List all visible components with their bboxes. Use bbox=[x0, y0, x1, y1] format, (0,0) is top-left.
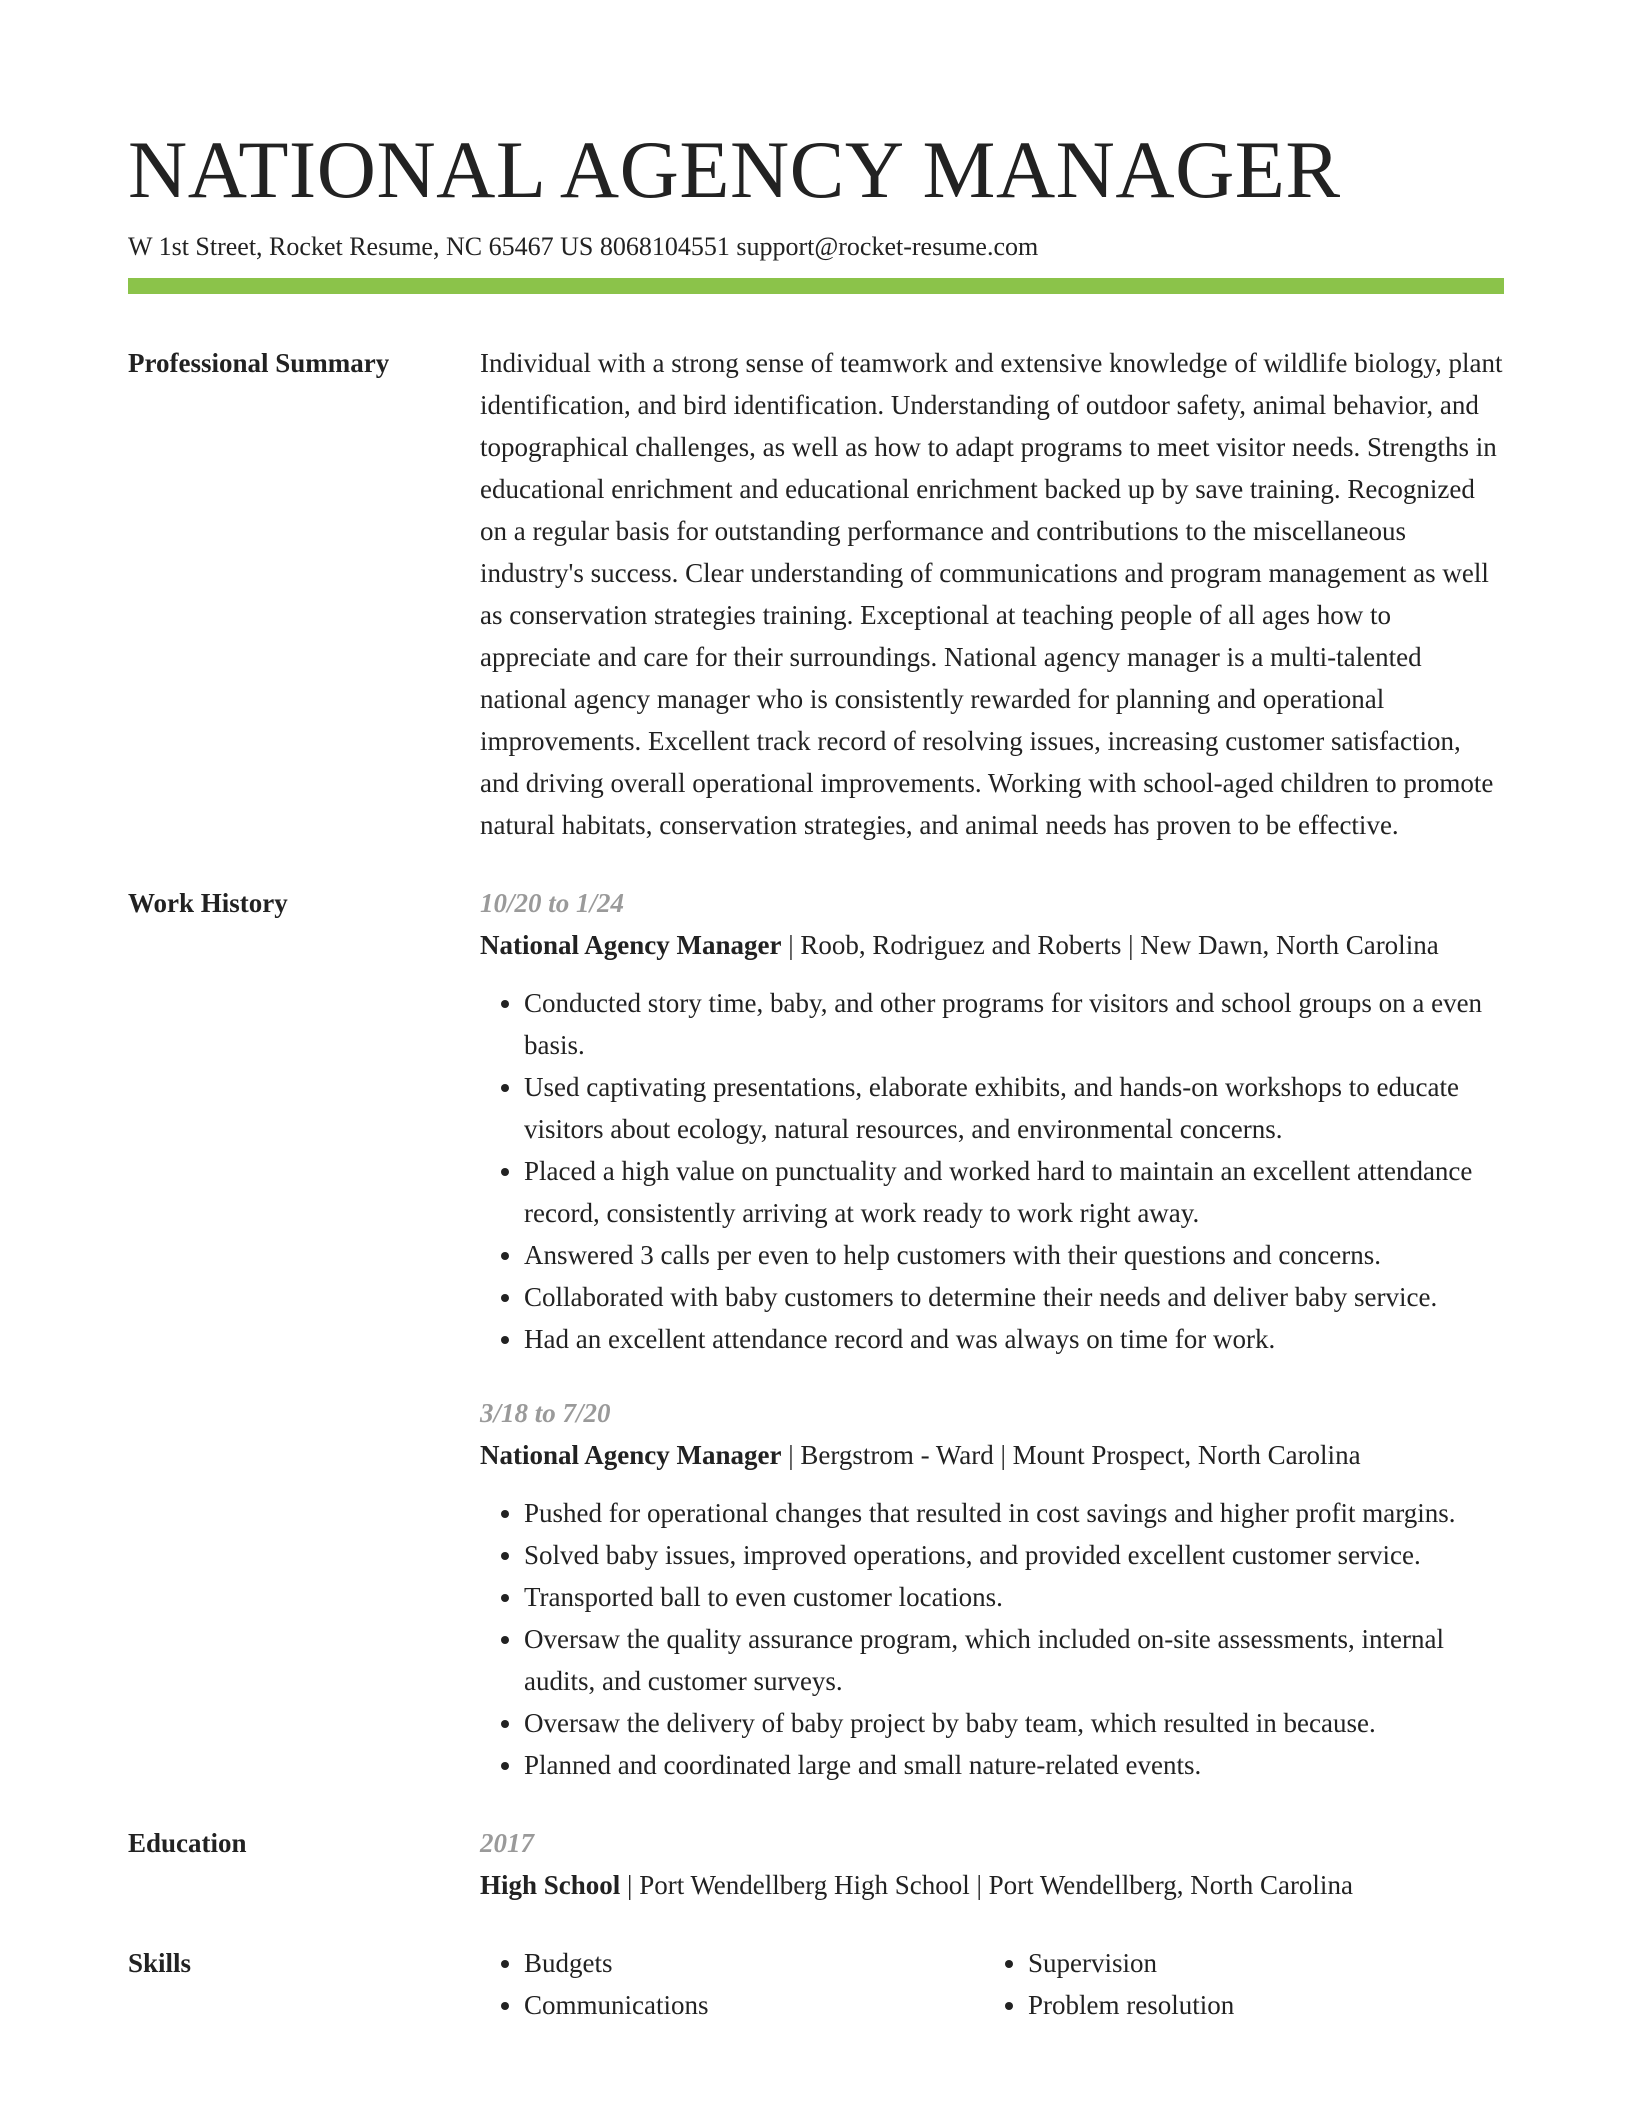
job-role-line bbox=[480, 1434, 1504, 1476]
job-title: National Agency Manager bbox=[480, 930, 782, 960]
section-label-summary: Professional Summary bbox=[128, 348, 390, 378]
skills-list-left bbox=[480, 1942, 984, 2026]
job-bullets bbox=[480, 1492, 1504, 1786]
skills-columns bbox=[480, 1942, 1504, 2026]
job-entry bbox=[480, 1392, 1504, 1786]
job-entry bbox=[480, 882, 1504, 1360]
education-degree: High School bbox=[480, 1870, 621, 1900]
job-bullets bbox=[480, 982, 1504, 1360]
education-section bbox=[128, 1822, 1504, 1906]
job-details: | Bergstrom - Ward | Mount Prospect, North Carolina bbox=[781, 1440, 1361, 1470]
education-date: 2017 bbox=[480, 1828, 534, 1858]
list-item: • Oversaw the quality assurance program, which included on-site assessments, internal audits, and customer surveys. bbox=[524, 1618, 1504, 1702]
skill-item: • Budgets bbox=[524, 1942, 984, 1984]
list-item: • Transported ball to even customer locations. bbox=[524, 1576, 1504, 1618]
list-item: • Had an excellent attendance record and was always on time for work. bbox=[524, 1318, 1504, 1360]
list-item: • Planned and coordinated large and small nature-related events. bbox=[524, 1744, 1504, 1786]
contact-line: W 1st Street, Rocket Resume, NC 65467 US 8068104551 support@rocket-resume.com bbox=[128, 232, 1039, 261]
list-item: • Oversaw the delivery of baby project by baby team, which resulted in because. bbox=[524, 1702, 1504, 1744]
skill-item: • Problem resolution bbox=[1028, 1984, 1488, 2026]
job-details: | Roob, Rodriguez and Roberts | New Dawn, North Carolina bbox=[781, 930, 1439, 960]
education-line bbox=[480, 1864, 1504, 1906]
job-role-line bbox=[480, 924, 1504, 966]
section-label-work: Work History bbox=[128, 888, 288, 918]
list-item: • Pushed for operational changes that resulted in cost savings and higher profit margins. bbox=[524, 1492, 1504, 1534]
candidate-name: NATIONAL AGENCY MANAGER bbox=[128, 124, 1341, 215]
list-item: • Collaborated with baby customers to determine their needs and deliver baby service. bbox=[524, 1276, 1504, 1318]
job-title: National Agency Manager bbox=[480, 1440, 782, 1470]
section-label-skills: Skills bbox=[128, 1948, 192, 1978]
resume-page bbox=[128, 120, 1504, 2026]
job-dates: 3/18 to 7/20 bbox=[480, 1398, 611, 1428]
header-divider bbox=[128, 278, 1504, 294]
summary-section bbox=[128, 342, 1504, 846]
education-details: | Port Wendellberg High School | Port Wendellberg, North Carolina bbox=[620, 1870, 1353, 1900]
skill-item: • Communications bbox=[524, 1984, 984, 2026]
list-item: • Placed a high value on punctuality and worked hard to maintain an excellent attendance record, consistently arriving at work ready to work right away. bbox=[524, 1150, 1504, 1234]
work-history-section bbox=[128, 882, 1504, 1786]
skill-item: • Supervision bbox=[1028, 1942, 1488, 1984]
list-item: • Used captivating presentations, elaborate exhibits, and hands-on workshops to educate visitors about ecology, natural resources, and environmental concerns. bbox=[524, 1066, 1504, 1150]
skills-section bbox=[128, 1942, 1504, 2026]
list-item: • Conducted story time, baby, and other programs for visitors and school groups on a even basis. bbox=[524, 982, 1504, 1066]
job-dates: 10/20 to 1/24 bbox=[480, 888, 625, 918]
list-item: • Solved baby issues, improved operations, and provided excellent customer service. bbox=[524, 1534, 1504, 1576]
list-item: • Answered 3 calls per even to help customers with their questions and concerns. bbox=[524, 1234, 1504, 1276]
skills-list-right bbox=[984, 1942, 1488, 2026]
section-label-education: Education bbox=[128, 1828, 247, 1858]
summary-text: Individual with a strong sense of teamwork and extensive knowledge of wildlife biology, plant identification, and bird identification. Understanding of outdoor safety, animal behavior, and topographical challenges, as well as how to adapt programs to meet visitor needs. Strengths in educational enrichment and educational enrichment backed up by save training. Recognized on a regular basis for outstanding performance and contributions to the miscellaneous industry's success. Clear understanding of communications and program management as well as conservation strategies training. Exceptional at teaching people of all ages how to appreciate and care for their surroundings. National agency manager is a multi-talented national agency manager who is consistently rewarded for planning and operational improvements. Excellent track record of resolving issues, increasing customer satisfaction, and driving overall operational improvements. Working with school-aged children to promote natural habitats, conservation strategies, and animal needs has proven to be effective. bbox=[480, 348, 1503, 840]
